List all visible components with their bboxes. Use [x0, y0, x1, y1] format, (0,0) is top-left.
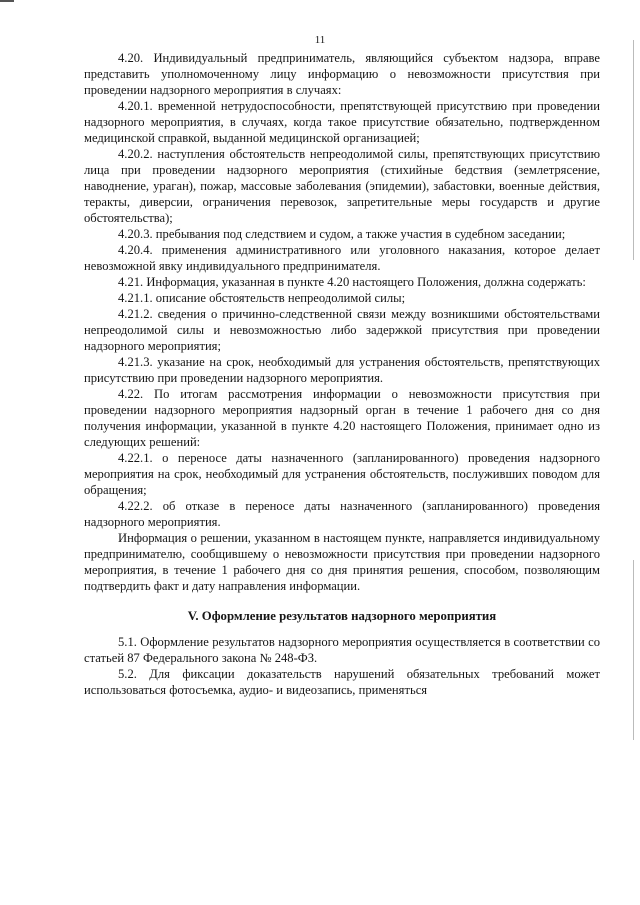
paragraph: 4.20.1. временной нетрудоспособности, препятствующей присутствию при проведении надзорного мероприятия, в случаях, когда такое присутствие обязательно, подтвержденном медицинской справкой, выданной медицинской организацией;: [84, 99, 600, 145]
paragraph: 4.21.2. сведения о причинно-следственной связи между возникшими обстоятельствами непреодолимой силы и невозможностью либо задержкой присутствия при проведении надзорного мероприятия;: [84, 307, 600, 353]
scan-edge-mark: [633, 40, 634, 260]
paragraph: 4.21.3. указание на срок, необходимый для устранения обстоятельств, препятствующих присутствию при проведении надзорного мероприятия.: [84, 355, 600, 385]
paragraph: 4.22.1. о переносе даты назначенного (запланированного) проведения надзорного мероприятия на срок, необходимый для устранения обстоятельств, послуживших поводом для обращения;: [84, 451, 600, 497]
paragraph: 4.20.4. применения административного или уголовного наказания, которое делает невозможной явку индивидуального предпринимателя.: [84, 243, 600, 273]
paragraph: 4.20.3. пребывания под следствием и судом, а также участия в судебном заседании;: [118, 227, 566, 241]
section-5-paragraphs: [84, 634, 600, 698]
section-heading: V. Оформление результатов надзорного мероприятия: [187, 609, 497, 623]
paragraph: Информация о решении, указанном в настоящем пункте, направляется индивидуальному предпринимателю, сообщившему о невозможности присутствия при проведении надзорного мероприятия, в течение 1 рабочего дня со дня принятия решения, способом, позволяющим подтвердить факт и дату направления информации.: [84, 531, 600, 593]
paragraph: 4.22. По итогам рассмотрения информации о невозможности присутствия при проведении надзорного мероприятия надзорный орган в течение 1 рабочего дня со дня получения информации, указанной в пункте 4.20 настоящего Положения, принимает одно из следующих решений:: [84, 387, 600, 449]
paragraph: 4.21. Информация, указанная в пункте 4.20 настоящего Положения, должна содержать:: [118, 275, 586, 289]
scan-edge-mark: [633, 560, 634, 740]
paragraph: 5.1. Оформление результатов надзорного мероприятия осуществляется в соответствии со статьей 87 Федерального закона № 248-ФЗ.: [84, 635, 600, 665]
paragraph: 4.20. Индивидуальный предприниматель, являющийся субъектом надзора, вправе представить уполномоченному лицу информацию о невозможности присутствия при проведении надзорного мероприятия в случаях:: [84, 51, 600, 97]
page-number: 11: [314, 34, 326, 46]
paragraph: 4.22.2. об отказе в переносе даты назначенного (запланированного) проведения надзорного мероприятия.: [84, 499, 600, 529]
scan-corner-mark: [0, 0, 14, 2]
paragraph: 4.21.1. описание обстоятельств непреодолимой силы;: [118, 291, 406, 305]
section-4-paragraphs: [84, 50, 600, 594]
paragraph: 4.20.2. наступления обстоятельств непреодолимой силы, препятствующих присутствию лица при проведении надзорного мероприятия (стихийные бедствия (землетрясение, наводнение, ураган), пожар, массовые заболевания (эпидемии), забастовки, военные действия, теракты, диверсии, ограничения перевозок, запретительные меры государств и другие обстоятельства);: [84, 147, 600, 225]
paragraph: 5.2. Для фиксации доказательств нарушений обязательных требований может использоваться фотосъемка, аудио- и видеозапись, применяться: [84, 667, 600, 697]
document-body: [84, 50, 600, 698]
